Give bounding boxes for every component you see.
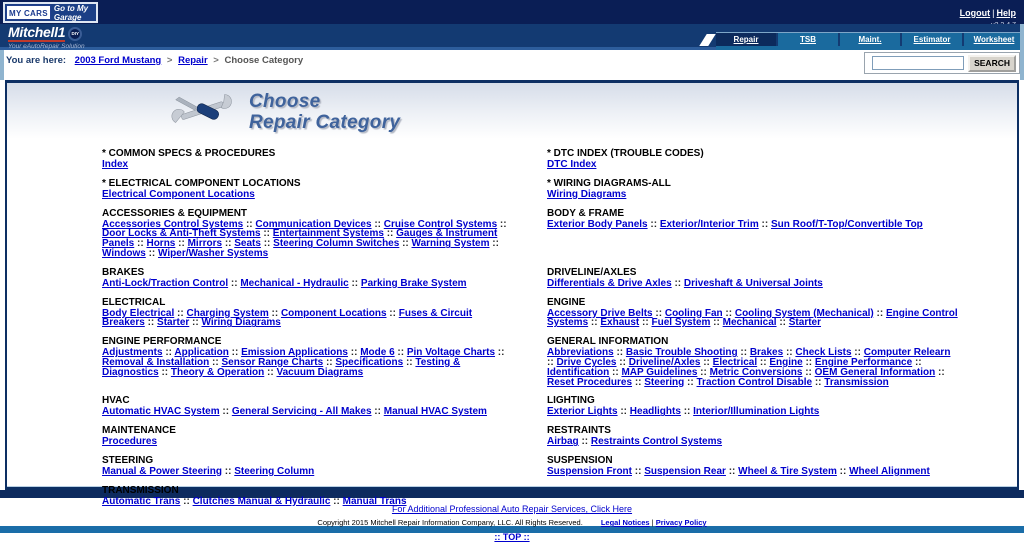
- category-title: BODY & FRAME: [547, 207, 625, 219]
- tab-area: [703, 32, 1024, 50]
- category-title: MAINTENANCE: [102, 425, 176, 437]
- category-link[interactable]: Testing & Diagnostics: [102, 356, 461, 378]
- link-separator: ::: [684, 376, 697, 388]
- breadcrumb-current: Choose Category: [224, 55, 304, 66]
- tab-slash-decoration: [699, 34, 715, 46]
- category-link[interactable]: Application: [174, 347, 229, 359]
- category-link[interactable]: Metric Conversions: [709, 366, 803, 378]
- category-link[interactable]: Manual Trans: [342, 495, 407, 507]
- category-link[interactable]: Reset Procedures: [547, 376, 633, 388]
- link-separator: ::: [935, 366, 945, 378]
- category-link[interactable]: Brakes: [749, 347, 784, 359]
- link-separator: ::: [228, 347, 242, 359]
- category-links: [547, 467, 959, 477]
- link-separator: ::: [394, 347, 407, 359]
- brand-name: Mitchell1: [8, 24, 66, 40]
- category-link[interactable]: Steering Column Switches: [273, 238, 400, 250]
- link-separator: ::: [802, 356, 815, 368]
- category-links: [547, 220, 959, 230]
- category-link[interactable]: Cooling System (Mechanical): [734, 307, 874, 319]
- search-panel: [864, 52, 1020, 74]
- top-bar: [0, 0, 1024, 24]
- link-separator: ::: [776, 317, 789, 329]
- link-separator: ::: [209, 356, 222, 368]
- category-cell: [102, 426, 547, 456]
- link-separator: ::: [383, 228, 397, 240]
- category-title: * DTC INDEX (TROUBLE CODES): [547, 148, 704, 159]
- category-row: [102, 396, 992, 426]
- category-cell: [547, 426, 992, 456]
- link-separator: ::: [268, 307, 281, 319]
- link-separator: ::: [144, 317, 158, 329]
- category-link[interactable]: Engine Performance: [814, 356, 913, 368]
- category-link[interactable]: Index: [102, 159, 129, 170]
- my-cars-garage-button[interactable]: [3, 2, 98, 23]
- category-link[interactable]: Wheel & Tire System: [738, 465, 837, 477]
- link-separator: ::: [700, 356, 713, 368]
- category-title: HVAC: [102, 395, 130, 407]
- link-separator: ::: [495, 347, 505, 359]
- my-cars-plate: [6, 5, 51, 20]
- category-row: [102, 456, 992, 486]
- category-link[interactable]: Transmission: [824, 376, 889, 388]
- category-link[interactable]: Adjustments: [102, 347, 163, 359]
- link-separator: ::: [680, 406, 694, 418]
- link-separator: ::: [497, 218, 507, 230]
- category-link[interactable]: Mode 6: [360, 347, 395, 359]
- category-link[interactable]: Fuses & Circuit Breakers: [102, 307, 473, 329]
- category-row: [102, 298, 992, 338]
- category-title: LIGHTING: [547, 395, 595, 407]
- category-link[interactable]: Clutches Manual & Hydraulic: [192, 495, 331, 507]
- category-link[interactable]: Removal & Installation: [102, 356, 210, 368]
- category-link[interactable]: Basic Trouble Shooting: [625, 347, 738, 359]
- category-title: * COMMON SPECS & PROCEDURES: [102, 148, 276, 159]
- category-link[interactable]: Electrical Component Locations: [102, 188, 255, 200]
- category-link[interactable]: Steering Column: [234, 465, 315, 477]
- link-separator: ::: [737, 347, 750, 359]
- category-link[interactable]: Engine Control Systems: [547, 307, 958, 329]
- brand-tagline: Your eAutoRepair Solution: [8, 43, 85, 50]
- link-separator: ::: [836, 465, 850, 477]
- link-separator: ::: [722, 307, 735, 319]
- category-cell: [547, 209, 992, 268]
- category-link[interactable]: MAP Guidelines: [621, 366, 698, 378]
- category-cell: [547, 396, 992, 426]
- category-link[interactable]: Airbag: [547, 436, 579, 448]
- link-separator: ::: [222, 465, 235, 477]
- category-link[interactable]: Exterior/Interior Trim: [659, 218, 759, 230]
- category-link[interactable]: Manual & Power Steering: [102, 465, 223, 477]
- category-links: [102, 437, 514, 447]
- link-separator: ::: [145, 247, 159, 259]
- link-separator: ::: [403, 356, 416, 368]
- link-separator: ::: [386, 307, 399, 319]
- category-link[interactable]: Starter: [157, 317, 190, 329]
- link-separator: ::: [260, 228, 273, 240]
- link-separator: ::: [652, 307, 665, 319]
- link-separator: ::: [180, 495, 193, 507]
- category-link[interactable]: Charging System: [186, 307, 269, 319]
- link-separator: ::: [639, 317, 652, 329]
- legal-notices-link[interactable]: Legal Notices: [600, 518, 650, 527]
- category-link[interactable]: Windows: [102, 247, 146, 259]
- category-link[interactable]: Wiring Diagrams: [201, 317, 281, 329]
- category-cell: [547, 337, 992, 396]
- category-links: [102, 279, 514, 289]
- category-links: [102, 467, 514, 477]
- category-link[interactable]: Warning System: [411, 238, 490, 250]
- logo-bar: [0, 24, 1024, 50]
- link-separator: ::: [710, 317, 723, 329]
- category-cell: [547, 149, 992, 179]
- category-cell: [547, 298, 992, 338]
- link-separator: ::: [222, 238, 235, 250]
- link-separator: ::: [489, 238, 499, 250]
- category-link[interactable]: Restraints Control Systems: [590, 436, 723, 448]
- category-link[interactable]: Engine: [769, 356, 803, 368]
- logout-link[interactable]: Logout: [959, 8, 991, 18]
- footer-links-divider: |: [651, 518, 654, 527]
- category-row: [102, 179, 992, 209]
- breadcrumb-section-link[interactable]: Repair: [178, 55, 208, 66]
- back-to-top-link[interactable]: :: TOP ::: [494, 532, 530, 542]
- category-title: GENERAL INFORMATION: [547, 336, 669, 348]
- category-cell: [102, 209, 547, 268]
- category-link[interactable]: Exhaust: [600, 317, 640, 329]
- category-links: [102, 190, 514, 200]
- category-link[interactable]: Automatic Trans: [102, 495, 181, 507]
- category-link[interactable]: Wiper/Washer Systems: [158, 247, 269, 259]
- category-link[interactable]: Check Lists: [795, 347, 852, 359]
- category-link[interactable]: Sun Roof/T-Top/Convertible Top: [770, 218, 923, 230]
- category-title: ENGINE PERFORMANCE: [102, 336, 222, 348]
- link-separator: ::: [134, 238, 147, 250]
- mitchell1-logo: [8, 25, 85, 50]
- link-separator: ::: [162, 347, 175, 359]
- link-separator: ::: [671, 277, 684, 289]
- category-links: [547, 348, 959, 387]
- category-links: [547, 309, 959, 329]
- link-separator: ::: [228, 277, 241, 289]
- category-link[interactable]: Procedures: [102, 436, 158, 448]
- category-link[interactable]: General Servicing - All Makes: [231, 406, 372, 418]
- copyright-text: Copyright 2015 Mitchell Repair Information Company, LLC. All Rights Reserved.: [317, 518, 583, 527]
- link-separator: ::: [578, 436, 591, 448]
- session-divider: |: [992, 8, 995, 18]
- link-separator: ::: [617, 406, 630, 418]
- category-link[interactable]: Component Locations: [280, 307, 387, 319]
- link-separator: ::: [802, 366, 815, 378]
- category-title: * WIRING DIAGRAMS-ALL: [547, 177, 671, 189]
- tools-icon: [169, 91, 233, 133]
- category-link[interactable]: Sensor Range Charts: [221, 356, 324, 368]
- category-title: ENGINE: [547, 296, 586, 308]
- page-header: [7, 83, 1017, 139]
- main-content-box: [5, 80, 1019, 507]
- category-link[interactable]: Exterior Body Panels: [547, 218, 648, 230]
- category-cell: [547, 179, 992, 209]
- category-row: [102, 268, 992, 298]
- tab-repair[interactable]: Repair: [716, 33, 776, 46]
- breadcrumb-separator: >: [213, 55, 219, 66]
- link-separator: ::: [725, 465, 739, 477]
- category-table: [102, 149, 992, 516]
- category-row: [102, 337, 992, 396]
- category-link[interactable]: Anti-Lock/Traction Control: [102, 277, 229, 289]
- tab-estimator[interactable]: Estimator: [902, 33, 962, 46]
- category-link[interactable]: Automatic HVAC System: [102, 406, 220, 418]
- category-cell: [102, 179, 547, 209]
- category-links: [547, 437, 959, 447]
- help-link[interactable]: Help: [996, 8, 1016, 18]
- category-link[interactable]: Steering: [644, 376, 685, 388]
- category-links: [102, 220, 514, 259]
- category-link[interactable]: Parking Brake System: [360, 277, 467, 289]
- category-cell: [102, 149, 547, 179]
- link-separator: ::: [175, 238, 188, 250]
- category-title: RESTRAINTS: [547, 425, 611, 437]
- category-link[interactable]: Interior/Illumination Lights: [693, 406, 820, 418]
- category-link[interactable]: Emission Applications: [241, 347, 348, 359]
- category-links: [547, 160, 959, 170]
- tab-maint[interactable]: Maint.: [840, 33, 900, 46]
- link-separator: ::: [873, 307, 886, 319]
- category-link[interactable]: Mirrors: [187, 238, 223, 250]
- category-links: [102, 160, 514, 170]
- category-link[interactable]: Electrical: [712, 356, 758, 368]
- category-link[interactable]: Fuel System: [651, 317, 711, 329]
- link-separator: ::: [812, 376, 825, 388]
- category-link[interactable]: Driveline/Axles: [628, 356, 701, 368]
- category-link[interactable]: Specifications: [335, 356, 404, 368]
- link-separator: ::: [348, 277, 361, 289]
- link-separator: ::: [264, 366, 277, 378]
- category-cell: [102, 396, 547, 426]
- category-link[interactable]: Driveshaft & Universal Joints: [683, 277, 823, 289]
- category-title: ACCESSORIES & EQUIPMENT: [102, 207, 248, 219]
- link-separator: ::: [697, 366, 710, 378]
- link-separator: ::: [647, 218, 660, 230]
- category-link[interactable]: Starter: [788, 317, 822, 329]
- category-row: [102, 426, 992, 456]
- left-edge-decoration: [0, 50, 4, 80]
- link-separator: ::: [174, 307, 187, 319]
- category-links: [102, 309, 514, 329]
- category-link[interactable]: Suspension Front: [547, 465, 632, 477]
- category-title: DRIVELINE/AXLES: [547, 266, 637, 278]
- link-separator: ::: [613, 347, 626, 359]
- category-link[interactable]: Mechanical: [722, 317, 777, 329]
- category-cell: [547, 456, 992, 486]
- link-separator: ::: [189, 317, 202, 329]
- link-separator: ::: [347, 347, 361, 359]
- search-input[interactable]: [872, 56, 964, 70]
- breadcrumb-strip: [0, 50, 1024, 80]
- link-separator: ::: [158, 366, 171, 378]
- category-links: [102, 348, 514, 377]
- category-link[interactable]: Accessory Drive Belts: [547, 307, 653, 319]
- link-separator: ::: [758, 218, 771, 230]
- category-link[interactable]: Accessories Control Systems: [102, 218, 244, 230]
- tab-bar: [716, 32, 1024, 46]
- link-separator: ::: [588, 317, 601, 329]
- breadcrumb-vehicle-link[interactable]: 2003 Ford Mustang: [74, 55, 162, 66]
- category-link[interactable]: Communication Devices: [255, 218, 372, 230]
- category-title: SUSPENSION: [547, 454, 613, 466]
- category-row: [102, 209, 992, 268]
- breadcrumb-label: You are here:: [6, 55, 67, 66]
- category-link[interactable]: Cruise Control Systems: [383, 218, 498, 230]
- category-link[interactable]: Body Electrical: [102, 307, 175, 319]
- category-cell: [102, 337, 547, 396]
- category-link[interactable]: Theory & Operation: [170, 366, 265, 378]
- category-title: ELECTRICAL: [102, 296, 166, 308]
- category-link[interactable]: Wheel Alignment: [849, 465, 930, 477]
- category-link[interactable]: Wiring Diagrams: [547, 188, 627, 200]
- page-title-line1: Choose: [249, 91, 321, 112]
- right-edge-decoration: [1020, 24, 1024, 80]
- category-link[interactable]: Vacuum Diagrams: [276, 366, 364, 378]
- category-table-body: [102, 149, 992, 516]
- link-separator: ::: [323, 356, 336, 368]
- category-links: [547, 279, 959, 289]
- page-title: [249, 91, 400, 133]
- category-link[interactable]: Identification: [547, 366, 610, 378]
- category-cell: [547, 268, 992, 298]
- go-to-my-garage-label: Go to My Garage: [53, 4, 89, 22]
- tab-tsb[interactable]: TSB: [778, 33, 838, 46]
- footer-promo-link[interactable]: For Additional Professional Auto Repair Services, Click Here: [391, 504, 633, 514]
- category-link[interactable]: Manual HVAC System: [383, 406, 487, 418]
- category-title: BRAKES: [102, 266, 145, 278]
- link-separator: ::: [609, 366, 622, 378]
- link-separator: ::: [243, 218, 256, 230]
- category-link[interactable]: Cooling Fan: [664, 307, 723, 319]
- search-button[interactable]: SEARCH: [968, 55, 1016, 72]
- category-title: TRANSMISSION: [102, 484, 179, 496]
- category-link[interactable]: Traction Control Disable: [696, 376, 813, 388]
- category-link[interactable]: Mechanical - Hydraulic: [240, 277, 349, 289]
- category-link[interactable]: Computer Relearn: [863, 347, 951, 359]
- link-separator: ::: [547, 356, 557, 368]
- link-separator: ::: [219, 406, 232, 418]
- category-cell: [102, 268, 547, 298]
- category-title: * ELECTRICAL COMPONENT LOCATIONS: [102, 177, 301, 189]
- link-separator: ::: [912, 356, 922, 368]
- link-separator: ::: [757, 356, 770, 368]
- category-link[interactable]: Drive Cycles: [556, 356, 617, 368]
- breadcrumb-separator: >: [166, 55, 173, 66]
- category-link[interactable]: DTC Index: [547, 159, 597, 170]
- link-separator: ::: [632, 465, 645, 477]
- link-separator: ::: [371, 218, 384, 230]
- link-separator: ::: [851, 347, 864, 359]
- category-link[interactable]: Abbreviations: [547, 347, 614, 359]
- category-links: [547, 407, 959, 417]
- category-link[interactable]: Entertainment Systems: [272, 228, 384, 240]
- page-title-line2: Repair Category: [249, 112, 401, 133]
- category-title: STEERING: [102, 454, 154, 466]
- category-link[interactable]: Seats: [234, 238, 261, 250]
- category-cell: [102, 298, 547, 338]
- category-link[interactable]: Horns: [146, 238, 176, 250]
- category-row: [102, 149, 992, 179]
- tab-worksheet[interactable]: Worksheet: [964, 33, 1024, 46]
- category-link[interactable]: Door Locks & Anti-Theft Systems: [102, 228, 261, 240]
- link-separator: ::: [330, 495, 343, 507]
- category-link[interactable]: OEM General Information: [814, 366, 936, 378]
- diy-badge-icon: DIY: [68, 27, 82, 41]
- category-link[interactable]: Gauges & Instrument Panels: [102, 228, 498, 250]
- link-separator: ::: [371, 406, 384, 418]
- category-link[interactable]: Headlights: [629, 406, 681, 418]
- link-separator: ::: [616, 356, 629, 368]
- link-separator: ::: [399, 238, 412, 250]
- link-separator: ::: [783, 347, 796, 359]
- my-cars-label: MY CARS: [9, 9, 48, 18]
- link-separator: ::: [260, 238, 274, 250]
- category-links: [547, 190, 959, 200]
- link-separator: ::: [632, 376, 645, 388]
- category-links: [102, 407, 514, 417]
- category-link[interactable]: Suspension Rear: [644, 465, 726, 477]
- category-link[interactable]: Differentials & Drive Axles: [547, 277, 672, 289]
- category-link[interactable]: Exterior Lights: [547, 406, 618, 418]
- category-cell: [102, 456, 547, 486]
- category-link[interactable]: Pin Voltage Charts: [406, 347, 496, 359]
- privacy-policy-link[interactable]: Privacy Policy: [655, 518, 707, 527]
